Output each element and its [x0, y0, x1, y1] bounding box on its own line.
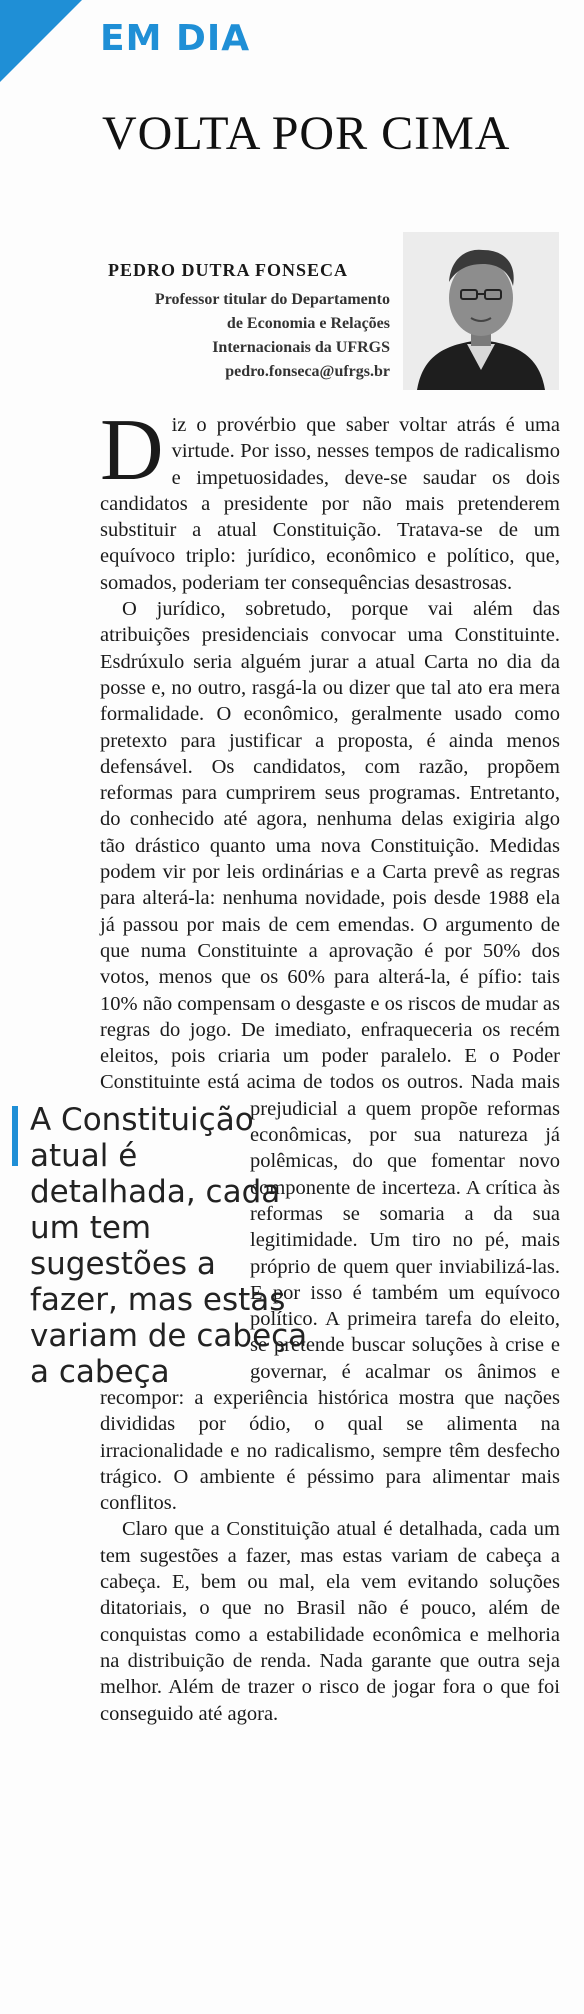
paragraph-2-continued: prejudicial a quem propõe reformas econômicas, por sua natureza já polêmicas, do que fomentar novo componente de incerteza. A crítica às reformas se somaria a da sua legitimidade. Um tiro no pé, mais próprio de quem quer inviabilizá-las. E por isso é também um equívoco político. A primeira tarefa do eleito, se pretende buscar soluções à crise e governar, é acalmar os ânimos e recompor: a experiência histórica mostra que nações divididas por ódio, o qual se alimenta na irracionalidade e no radicalismo, sempre têm desfecho trágico. O ambiente é péssimo para alimentar mais conflitos.: [100, 1097, 560, 1515]
author-photo-illustration: [403, 232, 559, 390]
paragraph-3-text: Claro que a Constituição atual é detalhada, cada um tem sugestões a fazer, mas estas variam de cabeça a cabeça. E, bem ou mal, ela vem evitando soluções ditatoriais, o que no Brasil não é pouco, além de conquistas como a estabilidade econômica e melhoria na distribuição de renda. Nada garante que outra seja melhor. Além de trazer o risco de jogar fora o que foi conseguido até agora.: [100, 1518, 560, 1725]
pullquote: [10, 1102, 310, 1390]
author-email: pedro.fonseca@ufrgs.br: [225, 363, 390, 380]
article-headline: VOLTA POR CIMA: [102, 107, 511, 160]
pullquote-text: A Constituição atual é detalhada, cada um tem sugestões a fazer, mas estas variam de cabeça a cabeça: [30, 1101, 308, 1390]
author-title-line-2: de Economia e Relações: [226, 315, 390, 332]
drop-cap: D: [100, 402, 164, 499]
paragraph-1-text: iz o provérbio que saber voltar atrás é uma virtude. Por isso, nesses tempos de radicalismo e impetuosidades, deve-se saudar os dois candidatos a presidente por não mais pretenderem substituir a atual Constituição. Tratava-se de um equívoco triplo: jurídico, econômico e político, que, somados, poderiam ter consequências desastrosas.: [100, 414, 560, 594]
article-paragraph-1: [100, 402, 560, 596]
author-title-line-3: Internacionais da UFRGS: [212, 339, 390, 356]
author-name: PEDRO DUTRA FONSECA: [108, 260, 349, 280]
article-body: [100, 402, 560, 1727]
article-paragraph-3: [100, 1516, 560, 1726]
section-kicker: EM DIA: [100, 18, 251, 59]
author-title-line-1: Professor titular do Departamento: [154, 291, 390, 308]
author-block: [100, 258, 390, 384]
section-corner-triangle: [0, 0, 82, 82]
paragraph-2-text: O jurídico, sobretudo, porque vai além das atribuições presidenciais convocar uma Constituinte. Esdrúxulo seria alguém jurar a atual Carta no dia da posse e, no outro, rasgá-la ou dizer que tal ato era mera formalidade. O econômico, geralmente usado como pretexto para justificar a proposta, é ainda menos defensável. Os candidatos, com razão, propõem reformas para cumprirem seus programas. Entretanto, do conhecido até agora, nenhuma delas exigiria algo tão drástico quanto uma nova Constituição. Medidas podem vir por leis ordinárias e a Carta prevê as regras para alterá-la: nenhuma novidade, pois desde 1988 ela já passou por mais de cem emendas. O argumento de que numa Constituinte a aprovação é por 50% dos votos, menos que os 60% para alterá-la, é pífio: tais 10% não compensam o desgaste e os riscos de mudar as regras do jogo. De imediato, enfraqueceria os recém eleitos, pois criaria um poder paralelo. E o Poder Constituinte está acima de todos os outros. Nada mais: [100, 598, 560, 1094]
author-photo: [403, 232, 559, 390]
